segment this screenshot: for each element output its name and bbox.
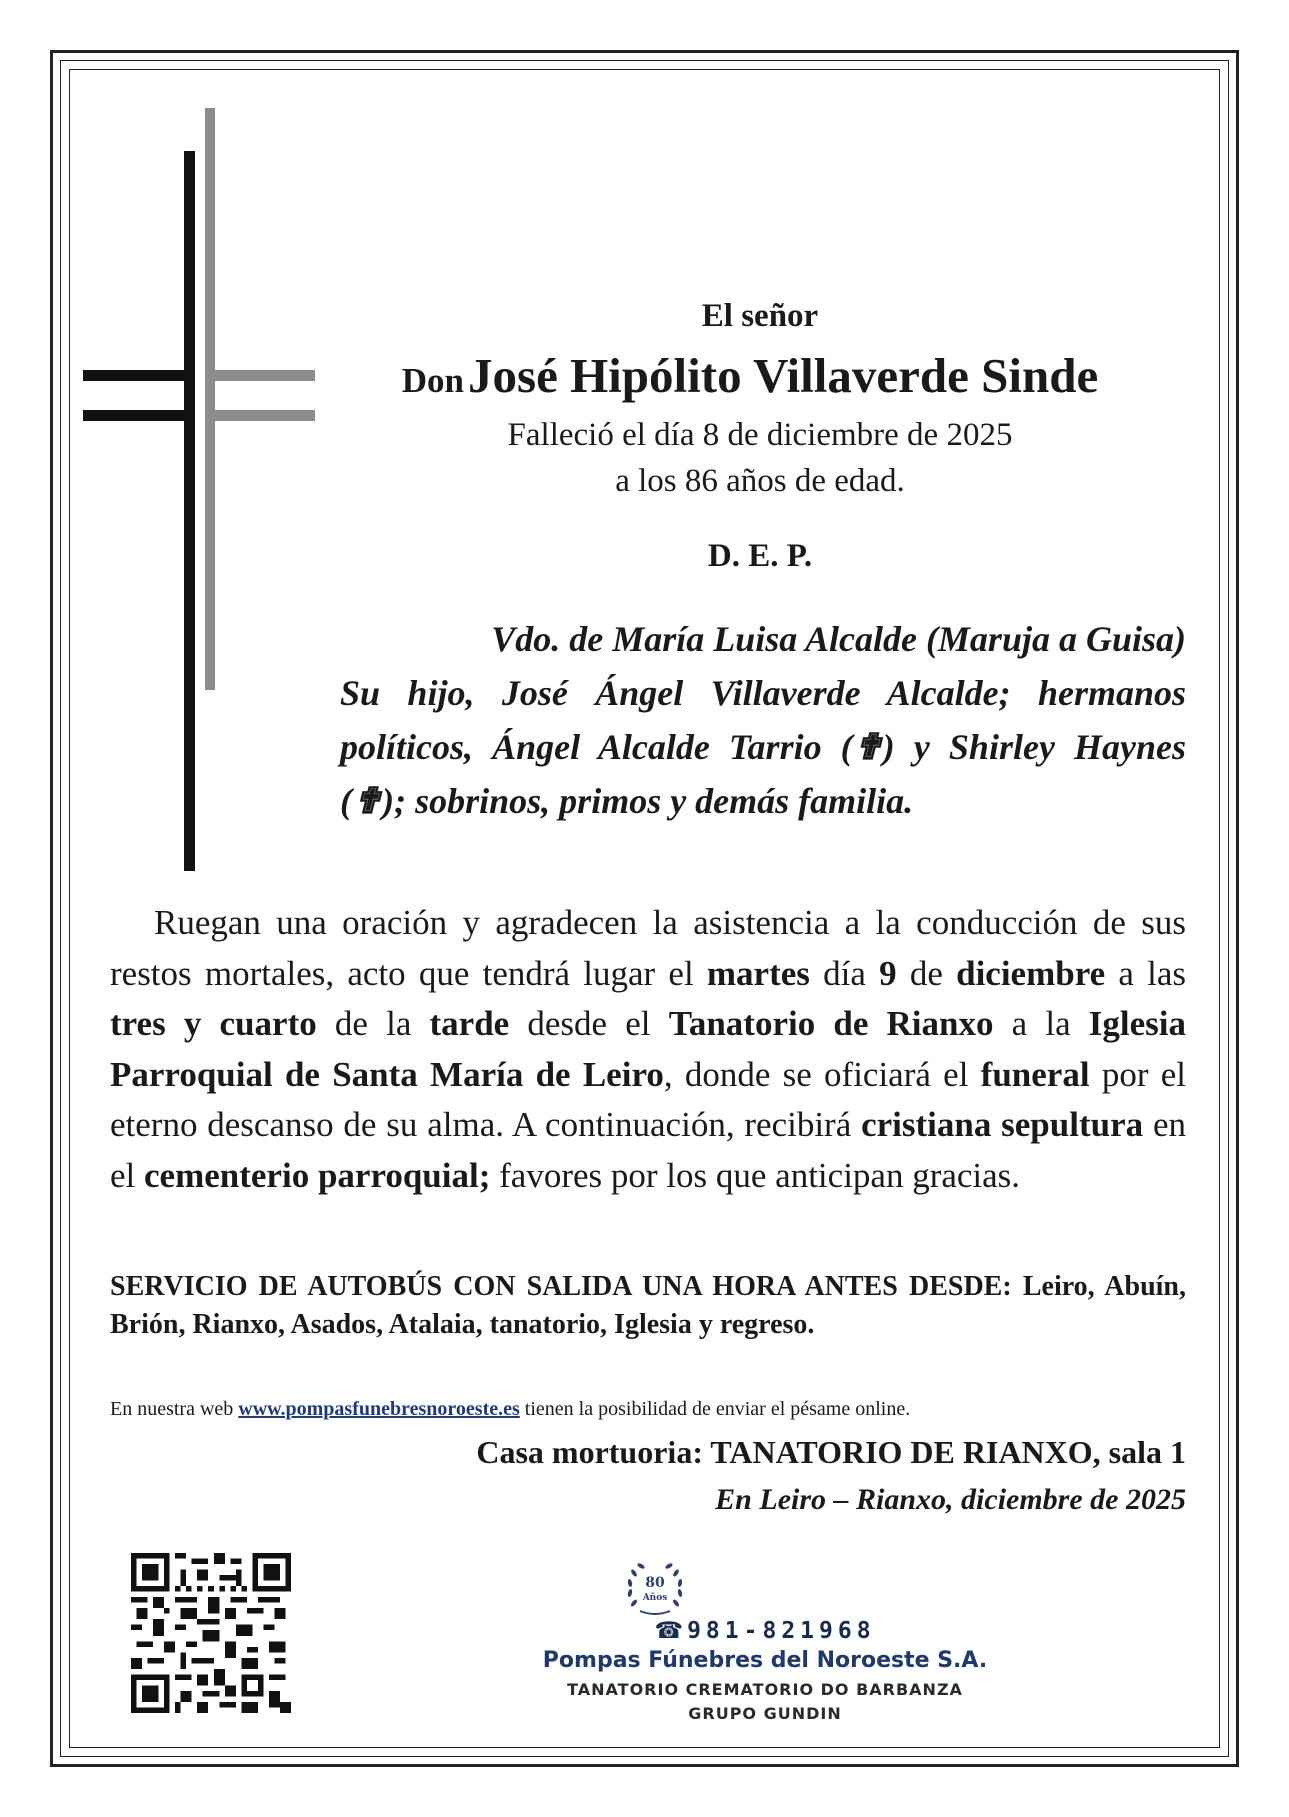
family-members: Su hijo, José Ángel Villaverde Alcalde; hermanos políticos, Ángel Alcalde Tarrio (✟) y Shirley Haynes (✟); sobrinos, primos y demás familia. <box>340 673 1186 821</box>
body-bold-5: tarde <box>429 1004 510 1043</box>
badge-number: 80 <box>645 1575 665 1591</box>
qr-code[interactable] <box>131 1553 291 1713</box>
web-text-before: En nuestra web <box>110 1398 239 1420</box>
death-date: Falleció el día 8 de diciembre de 2025 <box>507 417 1013 453</box>
body-bold-7: Iglesia Parroquial de Santa María de Leiro <box>110 1004 1187 1094</box>
tanatorio-name: TANATORIO CREMATORIO DO BARBANZA <box>567 1680 963 1699</box>
body-bold-4: tres y cuarto <box>110 1004 317 1043</box>
deceased-name: José Hipólito Villaverde Sinde <box>468 348 1099 403</box>
body-bold-9: cristiana sepultura <box>861 1105 1144 1144</box>
deceased-name-line <box>300 347 1200 404</box>
body-text-7: a la <box>993 1004 1089 1043</box>
body-bold-10: cementerio parroquial; <box>144 1155 491 1195</box>
body-bold-2: 9 <box>879 953 897 993</box>
body-bold-8: funeral <box>980 1054 1090 1094</box>
body-text-8: , donde se oficiará el <box>663 1054 981 1094</box>
laurel-badge <box>620 1553 690 1623</box>
body-text-11: favores por los que anticipan gracias. <box>490 1155 1021 1195</box>
phone-number-line <box>400 1618 1130 1644</box>
web-notice <box>110 1398 1186 1421</box>
dep-text: D. E. P. <box>707 538 813 574</box>
body-text-10: en el <box>110 1105 1186 1195</box>
cross-icon <box>83 108 323 878</box>
name-prefix: Don <box>401 361 464 400</box>
badge-text: Años <box>642 1593 668 1603</box>
bus-service-notice: SERVICIO DE AUTOBÚS CON SALIDA UNA HORA ANTES DESDE: Leiro, Abuín, Brión, Rianxo, Asados, Atalaia, tanatorio, Iglesia y regreso. <box>110 1271 1186 1340</box>
body-bold-6: Tanatorio de Rianxo <box>668 1004 994 1043</box>
body-text-3: de <box>896 953 957 993</box>
body-bold-1: martes <box>706 953 810 993</box>
company-name: Pompas Fúnebres del Noroeste S.A. <box>542 1648 988 1673</box>
place-date: En Leiro – Rianxo, diciembre de 2025 <box>715 1483 1186 1516</box>
group-name: GRUPO GUNDIN <box>688 1704 842 1723</box>
website-link[interactable]: www.pompasfunebresnoroeste.es <box>238 1398 520 1420</box>
age-text: a los 86 años de edad. <box>615 463 905 499</box>
intro-text: El señor <box>701 298 819 334</box>
widower-line: Vdo. de María Luisa Alcalde (Maruja a Guisa) <box>491 619 1186 659</box>
body-text-1: Ruegan una oración y agradecen la asistencia a la conducción de sus restos mortales, acto que tendrá lugar el <box>110 903 1186 993</box>
phone-number[interactable]: 981-821968 <box>687 1618 876 1644</box>
body-bold-3: diciembre <box>956 953 1106 993</box>
web-text-after: tienen la posibilidad de enviar el pésame online. <box>519 1398 911 1420</box>
body-text-9: por el eterno descanso de su alma. A continuación, recibirá <box>110 1054 1186 1144</box>
body-text-2: día <box>809 953 880 993</box>
family-block <box>340 612 1186 828</box>
ceremony-paragraph <box>110 898 1186 1201</box>
body-text-5: de la <box>316 1004 430 1043</box>
funeral-home-location: Casa mortuoria: TANATORIO DE RIANXO, sala 1 <box>476 1434 1186 1470</box>
phone-icon: ☎ <box>654 1618 684 1644</box>
body-text-4: a las <box>1105 953 1187 993</box>
body-text-6: desde el <box>509 1004 669 1043</box>
